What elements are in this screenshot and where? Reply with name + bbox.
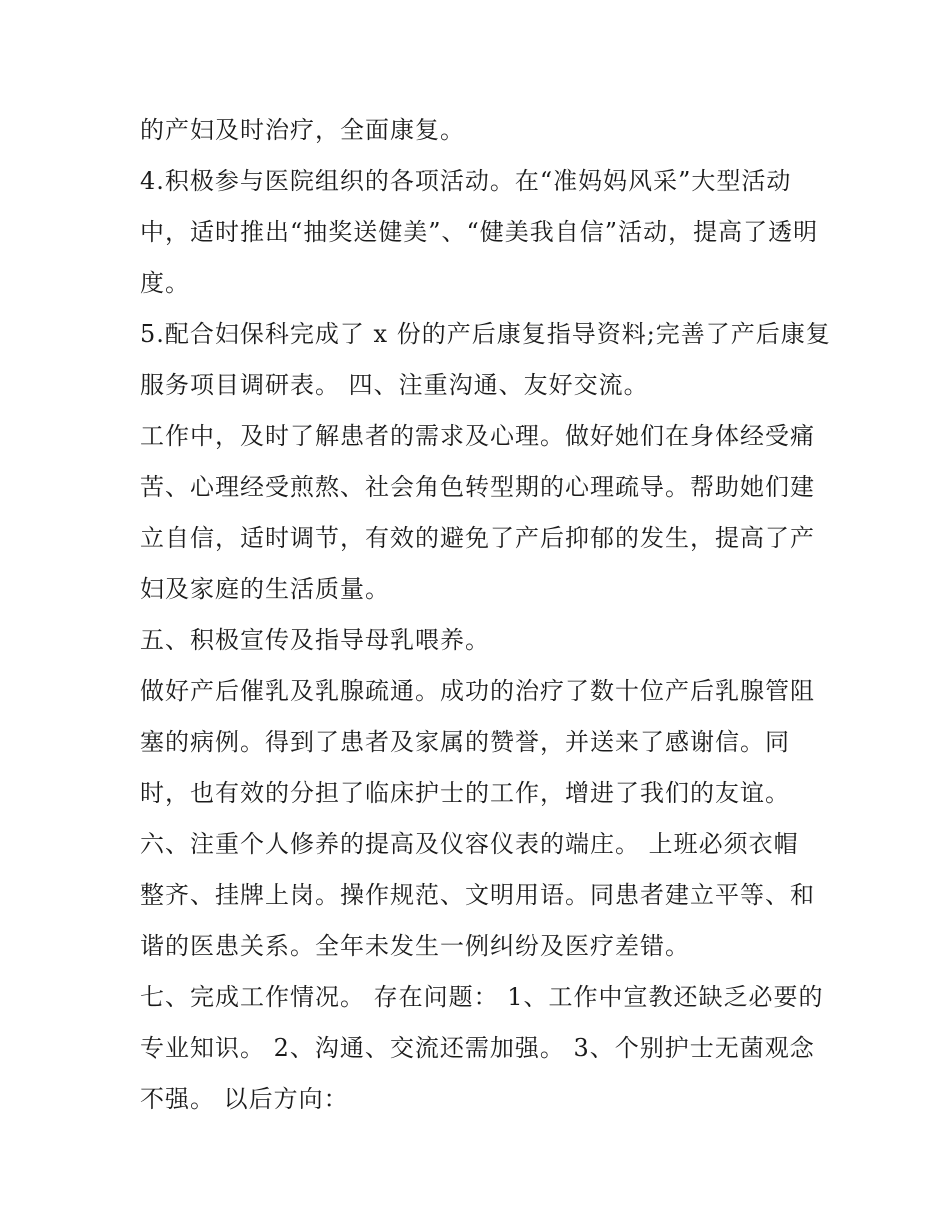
text-line: 塞的病例。得到了患者及家属的赞誉，并送来了感谢信。同 <box>140 728 790 756</box>
text-line: 苦、心理经受煎熬、社会角色转型期的心理疏导。帮助她们建 <box>140 473 815 501</box>
text-line: 五、积极宣传及指导母乳喂养。 <box>140 626 490 654</box>
text-line: 工作中，及时了解患者的需求及心理。做好她们在身体经受痛 <box>140 422 815 450</box>
text-line: 5.配合妇保科完成了 x 份的产后康复指导资料;完善了产后康复 <box>140 320 831 348</box>
text-line: 整齐、挂牌上岗。操作规范、文明用语。同患者建立平等、和 <box>140 881 815 909</box>
text-line: 谐的医患关系。全年未发生一例纠纷及医疗差错。 <box>140 932 690 960</box>
text-line: 七、完成工作情况。 存在问题： 1、工作中宣教还缺乏必要的 <box>140 983 824 1011</box>
text-line: 服务项目调研表。 四、注重沟通、友好交流。 <box>140 371 649 399</box>
text-line: 妇及家庭的生活质量。 <box>140 575 390 603</box>
text-line: 中，适时推出“抽奖送健美”、“健美我自信”活动，提高了透明 <box>140 218 819 246</box>
text-line: 专业知识。 2、沟通、交流还需加强。 3、个别护士无菌观念 <box>140 1034 815 1062</box>
text-line: 立自信，适时调节，有效的避免了产后抑郁的发生，提高了产 <box>140 524 815 552</box>
text-line: 时，也有效的分担了临床护士的工作，增进了我们的友谊。 <box>140 779 790 807</box>
text-line: 六、注重个人修养的提高及仪容仪表的端庄。 上班必须衣帽 <box>140 830 799 858</box>
document-body <box>140 105 831 1125</box>
text-line: 的产妇及时治疗，全面康复。 <box>140 116 465 144</box>
text-line: 不强。 以后方向： <box>140 1085 349 1113</box>
text-line: 度。 <box>140 269 190 297</box>
text-line: 做好产后催乳及乳腺疏通。成功的治疗了数十位产后乳腺管阻 <box>140 677 815 705</box>
text-line: 4.积极参与医院组织的各项活动。在“准妈妈风采”大型活动 <box>140 167 792 195</box>
